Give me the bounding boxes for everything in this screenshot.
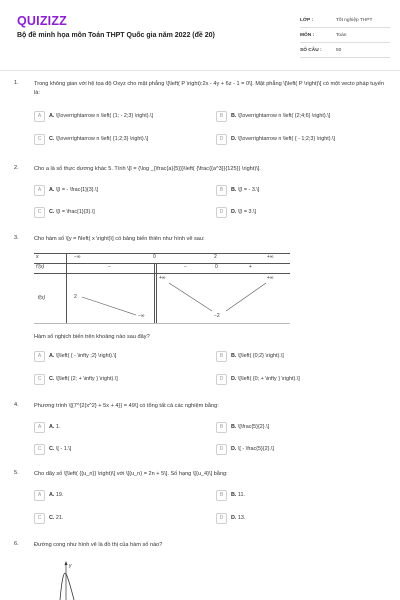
option-label: A.	[49, 353, 55, 359]
option-text: \[I = \frac{1}{3}.\]	[55, 209, 95, 215]
meta-key: SỐ CÂU :	[300, 47, 322, 53]
option-label: C.	[49, 209, 55, 215]
variation-arrows	[34, 253, 290, 323]
decrease-arrow	[169, 283, 212, 311]
answer-option[interactable]	[216, 443, 274, 455]
option-label: D.	[231, 136, 237, 142]
graph-svg	[40, 558, 120, 600]
option-label: B.	[231, 187, 237, 193]
table-f-value: +∞	[267, 275, 274, 281]
function-graph	[40, 558, 120, 600]
option-label: D.	[231, 376, 237, 382]
meta-value: Toán	[336, 32, 347, 38]
option-label: D.	[231, 446, 237, 452]
option-letter-box[interactable]: C	[34, 444, 45, 455]
meta-value: Tốt nghiệp THPT	[336, 17, 373, 23]
answer-option[interactable]	[216, 184, 259, 196]
option-letter-box[interactable]: A	[34, 490, 45, 501]
meta-key: LỚP :	[300, 17, 314, 23]
option-label: B.	[231, 492, 237, 498]
table-sign: −	[108, 264, 111, 270]
option-label: D.	[231, 209, 237, 215]
option-letter-box[interactable]: D	[216, 374, 227, 385]
question-subtext: Hàm số nghịch biến trên khoảng nào sau đây?	[34, 334, 150, 340]
option-text: \[\left( {0; + \infty } \right).\]	[237, 376, 300, 382]
question-number: 1.	[14, 80, 19, 86]
answer-option[interactable]	[216, 512, 245, 524]
option-text: \[\overrightarrow n \left( {1; - 2;3} \right).\]	[55, 113, 153, 119]
option-letter-box[interactable]: B	[216, 351, 227, 362]
answer-option[interactable]	[216, 350, 284, 362]
option-letter-box[interactable]: A	[34, 422, 45, 433]
option-text: 13.	[237, 515, 246, 521]
option-text: \[\overrightarrow n \left( {1;2;3} \right).\]	[55, 136, 149, 142]
answer-option[interactable]	[216, 489, 245, 501]
answer-option[interactable]	[34, 184, 98, 196]
option-text: \[\overrightarrow n \left( {2;4;6} \right).\]	[237, 113, 331, 119]
option-label: B.	[231, 424, 237, 430]
answer-option[interactable]	[216, 421, 269, 433]
option-letter-box[interactable]: D	[216, 444, 227, 455]
option-text: \[ - 1.\]	[55, 446, 72, 452]
table-x-value: −∞	[74, 254, 81, 260]
answer-option[interactable]	[34, 350, 116, 362]
question-text: Cho dãy số \[\left( {{u_n}} \right)\] với \[{u_n} = 2n + 5\]. Số hạng \[{u_4}\] bằng:	[34, 471, 228, 477]
table-fprime-label: f'(x)	[36, 264, 45, 270]
table-f-value: −2	[214, 313, 220, 319]
answer-option[interactable]	[216, 133, 335, 145]
option-label: A.	[49, 492, 55, 498]
option-letter-box[interactable]: C	[34, 207, 45, 218]
answer-option[interactable]	[216, 110, 330, 122]
answer-option[interactable]	[216, 206, 256, 218]
option-text: \[\frac{5}{2}.\]	[237, 424, 270, 430]
table-f-value: 2	[74, 294, 77, 300]
option-text: \[\left( { - \infty ;2} \right).\]	[55, 353, 117, 359]
answer-option[interactable]	[34, 421, 60, 433]
option-letter-box[interactable]: C	[34, 513, 45, 524]
option-label: C.	[49, 515, 55, 521]
page-header	[0, 0, 400, 65]
table-f-value: −∞	[138, 313, 145, 319]
meta-row-subject	[300, 28, 390, 43]
option-text: \[I = - \frac{1}{3}.\]	[55, 187, 99, 193]
option-letter-box[interactable]: B	[216, 185, 227, 196]
question-text: Cho a là số thực dương khác 5. Tính \[I = {\log _{\frac{a}{5}}}\left( {\frac{{a^3}}{125}} \right)\].	[34, 166, 261, 172]
option-letter-box[interactable]: B	[216, 422, 227, 433]
variation-table	[34, 253, 290, 323]
option-text: 11.	[237, 492, 245, 498]
option-letter-box[interactable]: A	[34, 351, 45, 362]
decrease-arrow	[82, 297, 136, 315]
question-number: 3.	[14, 235, 19, 241]
option-label: A.	[49, 187, 55, 193]
question-text: Cho hàm số \[y = f\left( x \right)\] có bảng biến thiên như hình vẽ sau:	[34, 236, 205, 242]
option-text: \[I = - 3.\]	[237, 187, 260, 193]
option-letter-box[interactable]: B	[216, 490, 227, 501]
option-label: C.	[49, 376, 55, 382]
option-text: \[\left( {0;2} \right).\]	[237, 353, 284, 359]
increase-arrow	[226, 283, 266, 311]
meta-key: MÔN :	[300, 32, 315, 38]
option-label: B.	[231, 353, 237, 359]
option-label: B.	[231, 113, 237, 119]
curve-path	[60, 573, 74, 600]
option-text: \[\overrightarrow n \left( { - 1;2;3} \right).\]	[237, 136, 335, 142]
answer-option[interactable]	[34, 489, 63, 501]
answer-option[interactable]	[216, 373, 300, 385]
document-title: Bộ đề minh họa môn Toán THPT Quốc gia năm 2022 (đề 20)	[17, 32, 215, 39]
answer-option[interactable]	[34, 206, 95, 218]
option-label: A.	[49, 424, 55, 430]
option-letter-box[interactable]: A	[34, 185, 45, 196]
option-letter-box[interactable]: A	[34, 111, 45, 122]
table-x-value: +∞	[267, 254, 274, 260]
option-label: C.	[49, 136, 55, 142]
y-axis-arrow	[65, 561, 68, 565]
option-letter-box[interactable]: D	[216, 513, 227, 524]
table-border-bottom	[34, 323, 290, 324]
quizizz-logo: QUIZIZZ	[17, 14, 68, 28]
option-text: \[ - \frac{5}{2}.\]	[237, 446, 274, 452]
option-letter-box[interactable]: C	[34, 134, 45, 145]
table-sign: −	[184, 264, 187, 270]
option-label: A.	[49, 113, 55, 119]
answer-option[interactable]	[34, 133, 148, 145]
header-divider	[0, 70, 400, 71]
table-x-value: 0	[153, 254, 156, 260]
question-text: Đường cong như hình vẽ là đồ thị của hàm số nào?	[34, 542, 163, 548]
question-text: Phương trình \[{7^{2{x^2} + 5x + 4}} = 49\] có tổng tất cả các nghiệm bằng:	[34, 403, 219, 409]
option-label: D.	[231, 515, 237, 521]
question-number: 6.	[14, 541, 19, 547]
meta-row-class	[300, 13, 390, 28]
option-text: 19.	[55, 492, 64, 498]
graph-y-label: y	[69, 563, 72, 569]
question-text: Trong không gian với hệ tọa độ Oxyz cho mặt phẳng \[\left( P \right):2x - 4y + 6z - 1 = 0\]. Mặt phẳng \[\left( P \right)\] có một vecto pháp tuyến là:	[34, 81, 384, 96]
option-text: 21.	[55, 515, 64, 521]
table-x-value: 2	[214, 254, 217, 260]
table-sign: 0	[215, 264, 218, 270]
metadata-table	[300, 13, 390, 58]
answer-option[interactable]	[34, 512, 63, 524]
answer-option[interactable]	[34, 110, 153, 122]
meta-row-count	[300, 43, 390, 58]
answer-option[interactable]	[34, 443, 71, 455]
question-number: 5.	[14, 470, 19, 476]
meta-value: 50	[336, 47, 342, 53]
option-letter-box[interactable]: B	[216, 111, 227, 122]
table-f-value: +∞	[159, 275, 166, 281]
option-letter-box[interactable]: D	[216, 134, 227, 145]
option-letter-box[interactable]: D	[216, 207, 227, 218]
question-number: 4.	[14, 402, 19, 408]
option-label: C.	[49, 446, 55, 452]
table-x-label: x	[36, 254, 39, 260]
question-number: 2.	[14, 165, 19, 171]
table-f-label: f(x)	[38, 295, 46, 301]
option-letter-box[interactable]: C	[34, 374, 45, 385]
table-sign: +	[249, 264, 252, 270]
answer-option[interactable]	[34, 373, 118, 385]
option-text: 1.	[55, 424, 61, 430]
option-text: \[I = 3.\]	[237, 209, 257, 215]
option-text: \[\left( {2; + \infty } \right).\]	[55, 376, 118, 382]
